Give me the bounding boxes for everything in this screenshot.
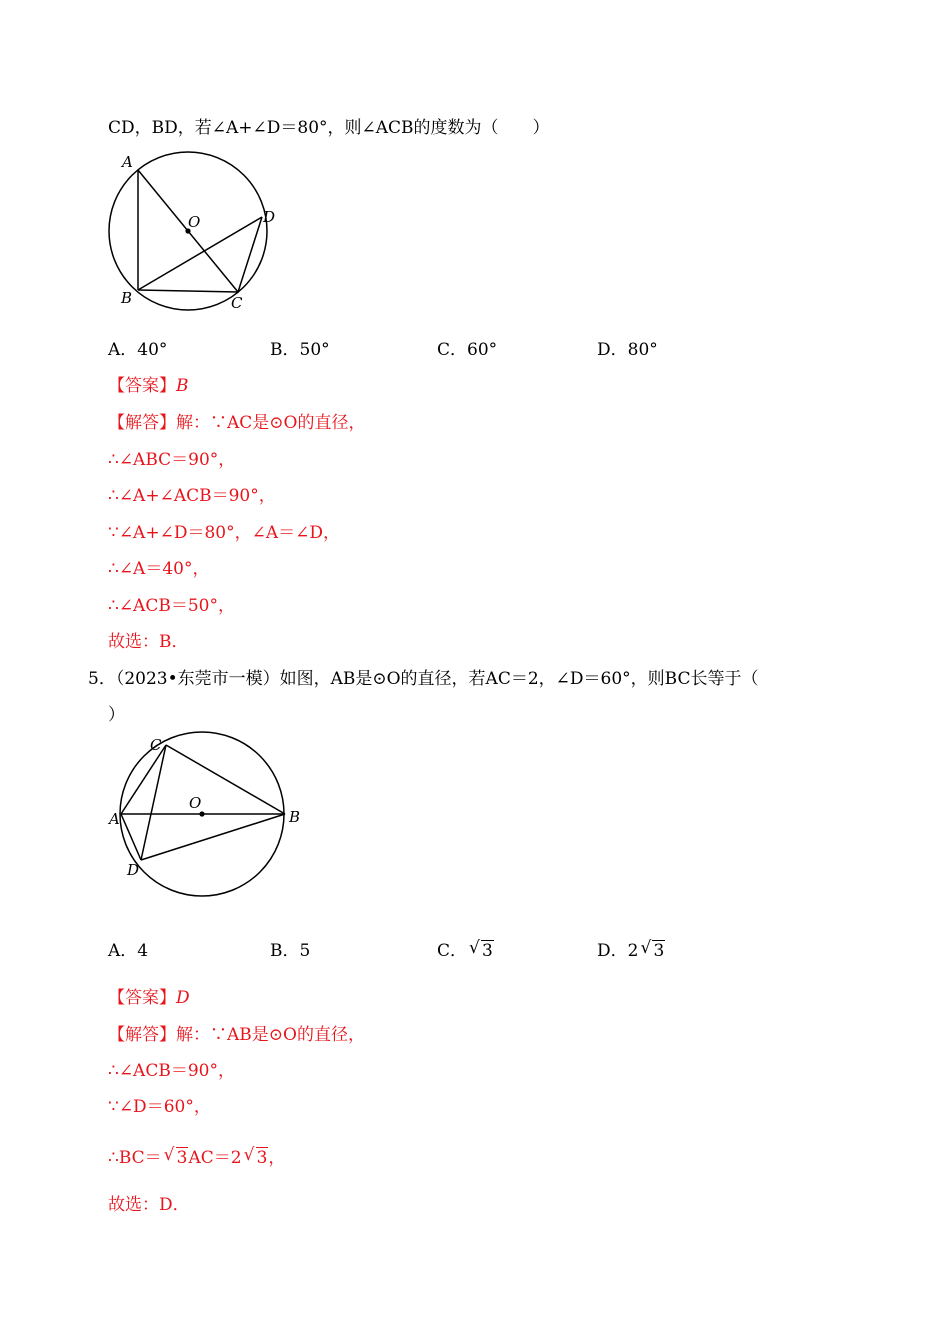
q5-option-d: D．2 √ 3	[597, 938, 665, 961]
sqrt-symbol: √ 3	[243, 1145, 268, 1168]
q4-label-D: D	[263, 208, 276, 226]
q4-option-b: B．50°	[270, 340, 330, 360]
q5-option-c: C． √ 3	[437, 938, 493, 961]
q4-option-d: D．80°	[597, 340, 658, 360]
q4-solution-line-3: ∴∠A+∠ACB＝90°，	[108, 486, 276, 506]
q5-conclusion: 故选：D．	[108, 1195, 190, 1215]
q5-segment-CD	[141, 745, 166, 860]
q4-label-O: O	[188, 213, 201, 231]
q4-answer: 【答案】B	[108, 376, 189, 396]
q4-solution-line-2: ∴∠ABC＝90°，	[108, 450, 236, 470]
q4-segment-BC	[138, 290, 238, 292]
q5-center-dot	[199, 811, 204, 816]
q5-segment-CB	[166, 745, 285, 814]
sqrt-symbol: √ 3	[163, 1145, 188, 1168]
q4-solution-line-6: ∴∠ACB＝50°，	[108, 596, 235, 616]
q5-stem-line-2: ）	[108, 705, 125, 725]
sqrt-symbol: √ 3	[640, 938, 665, 961]
q4-label-A: A	[122, 153, 133, 171]
q5-label-C: C	[150, 736, 162, 754]
q5-label-D: D	[127, 861, 140, 879]
q4-figure	[100, 145, 300, 320]
q5-solution-line-2: ∴∠ACB＝90°，	[108, 1061, 235, 1081]
q4-conclusion: 故选：B．	[108, 632, 189, 652]
q5-solution-line-3: ∵∠D＝60°，	[108, 1097, 211, 1117]
q5-label-O: O	[189, 794, 202, 812]
q4-solution-line-1: 【解答】解：∵AC是⊙O的直径，	[108, 413, 366, 433]
q4-option-a: A．40°	[108, 340, 168, 360]
q5-stem-line-1: 5．（2023•东莞市一模）如图，AB是⊙O的直径，若AC＝2，∠D＝60°，则BC长等于（	[88, 669, 759, 689]
q5-segment-DB	[141, 814, 285, 860]
q5-option-b: B．5	[270, 941, 311, 961]
q5-answer: 【答案】D	[108, 988, 190, 1008]
q5-label-B: B	[289, 808, 301, 826]
q4-label-B: B	[121, 289, 133, 307]
q5-label-A: A	[109, 810, 120, 828]
q4-stem-tail: CD，BD，若∠A+∠D＝80°，则∠ACB的度数为（ ）	[108, 118, 550, 138]
q5-solution-line-1: 【解答】解：∵AB是⊙O的直径，	[108, 1025, 365, 1045]
q4-solution-line-4: ∵∠A+∠D＝80°，∠A＝∠D，	[108, 523, 340, 543]
q5-option-a: A．4	[108, 941, 149, 961]
q4-solution-line-5: ∴∠A＝40°，	[108, 559, 210, 579]
q4-option-c: C．60°	[437, 340, 498, 360]
q5-figure	[100, 730, 320, 910]
sqrt-symbol: √ 3	[469, 938, 493, 961]
q5-solution-line-4: ∴BC＝ √ 3AC＝2 √ 3，	[108, 1145, 286, 1168]
q4-label-C: C	[231, 294, 243, 312]
